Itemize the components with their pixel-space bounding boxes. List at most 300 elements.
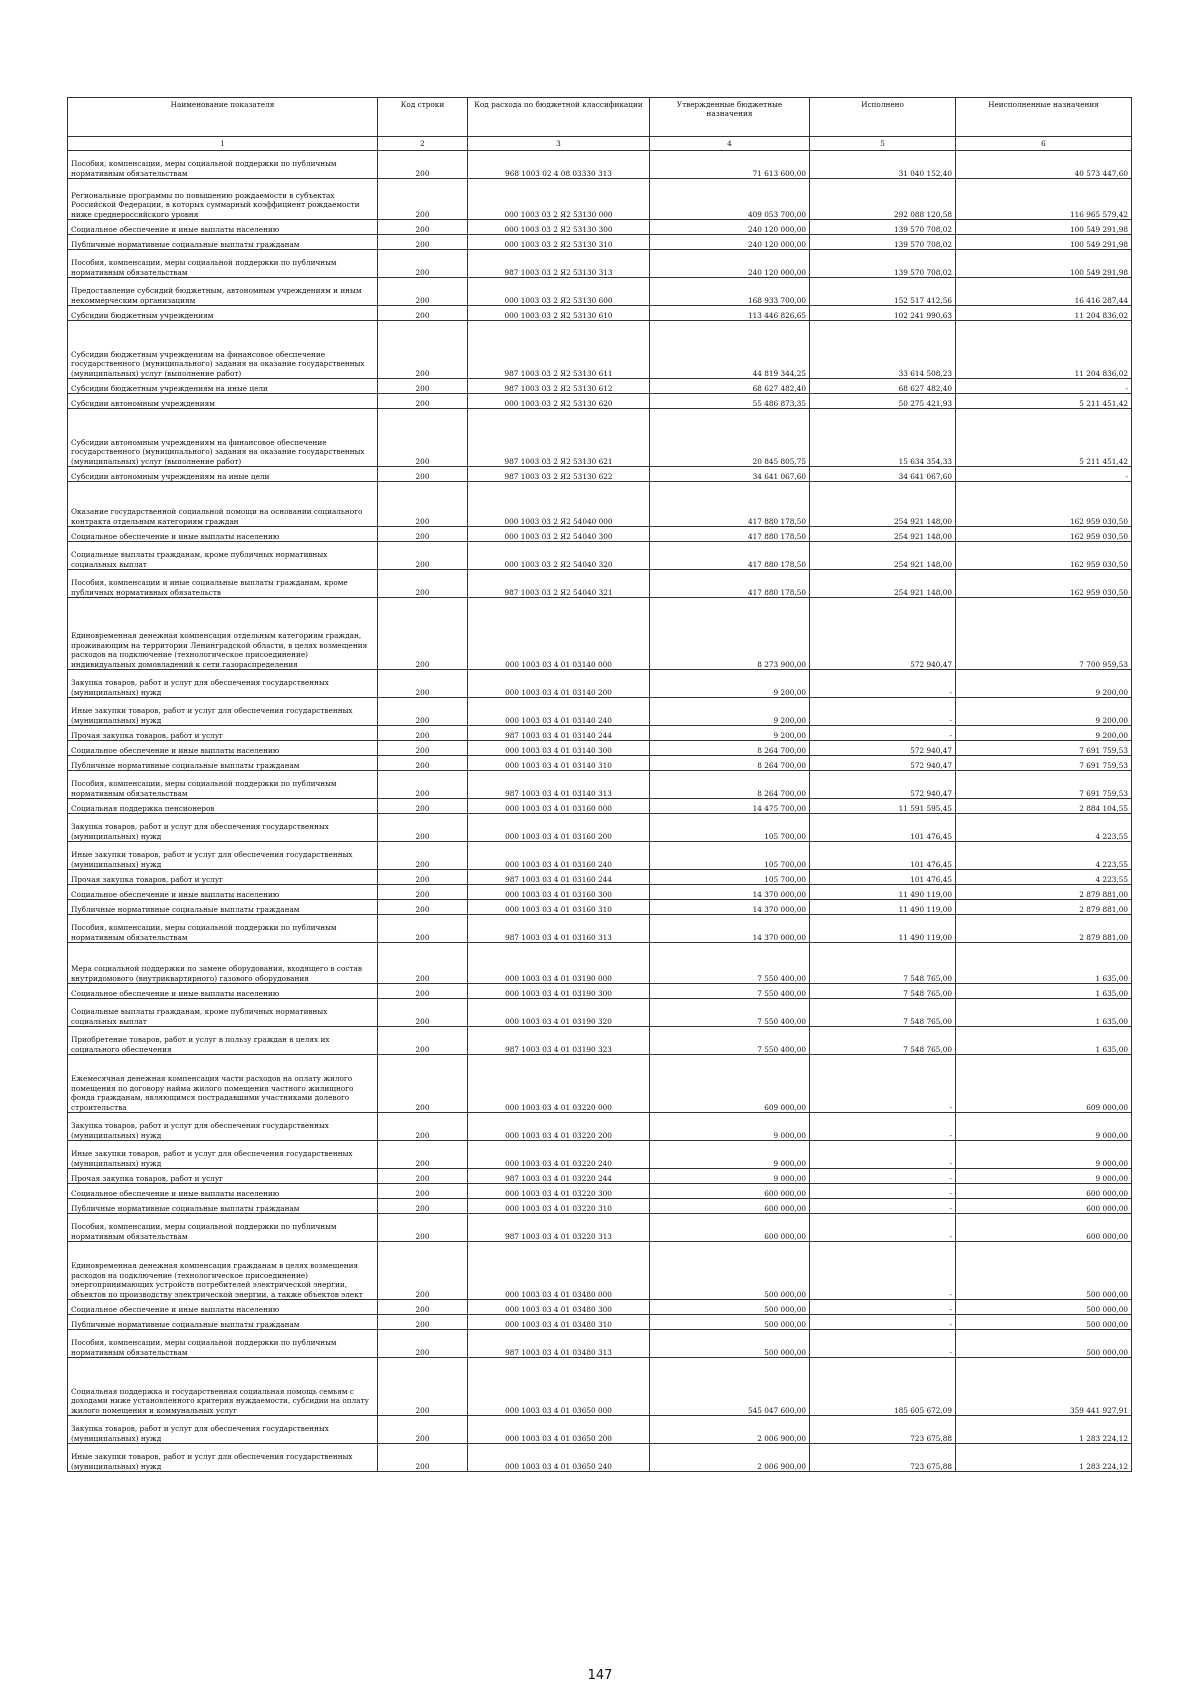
- row-executed: -: [810, 1300, 956, 1315]
- row-executed: 254 921 148,00: [810, 542, 956, 570]
- column-number: 3: [468, 137, 650, 151]
- row-executed: 101 476,45: [810, 814, 956, 842]
- row-classification: 000 1003 03 4 01 03140 000: [468, 598, 650, 670]
- row-executed: 101 476,45: [810, 870, 956, 885]
- row-remaining: 2 884 104,55: [956, 799, 1132, 814]
- row-classification: 000 1003 03 4 01 03650 240: [468, 1444, 650, 1472]
- row-code: 200: [378, 1184, 468, 1199]
- table-row: [68, 915, 1132, 943]
- row-name: Предоставление субсидий бюджетным, автономным учреждениям и иным некоммерческим организациям: [68, 278, 378, 306]
- row-name: Мера социальной поддержки по замене оборудования, входящего в состав внутридомового (внутриквартирного) газового оборудования: [68, 943, 378, 984]
- row-executed: 572 940,47: [810, 741, 956, 756]
- table-row: [68, 1242, 1132, 1300]
- row-classification: 987 1003 03 2 Я2 53130 611: [468, 321, 650, 379]
- table-row: [68, 1315, 1132, 1330]
- row-name: Единовременная денежная компенсация отдельным категориям граждан, проживающим на территории Ленинградской области, в целях возмещения расходов на подключение (технологическое присоединение) индивидуальных домовладений к сети газораспределения: [68, 598, 378, 670]
- row-approved: 500 000,00: [650, 1300, 810, 1315]
- row-remaining: 9 000,00: [956, 1113, 1132, 1141]
- table-row: [68, 278, 1132, 306]
- row-remaining: 5 211 451,42: [956, 409, 1132, 467]
- row-classification: 000 1003 03 4 01 03480 000: [468, 1242, 650, 1300]
- row-name: Социальное обеспечение и иные выплаты населению: [68, 741, 378, 756]
- row-classification: 987 1003 03 4 01 03220 313: [468, 1214, 650, 1242]
- row-executed: 50 275 421,93: [810, 394, 956, 409]
- row-remaining: 2 879 881,00: [956, 885, 1132, 900]
- row-classification: 000 1003 03 4 01 03160 200: [468, 814, 650, 842]
- row-approved: 105 700,00: [650, 870, 810, 885]
- row-code: 200: [378, 698, 468, 726]
- row-code: 200: [378, 799, 468, 814]
- row-approved: 8 264 700,00: [650, 771, 810, 799]
- row-name: Единовременная денежная компенсация гражданам в целях возмещения расходов на подключение (технологическое присоединение) энергопринимающих устройств потребителей электрической энергии, объектов по производству электрической энергии, а также объектов элект: [68, 1242, 378, 1300]
- row-name: Субсидии автономным учреждениям на финансовое обеспечение государственного (муниципального) задания на оказание государственных (муниципальных) услуг (выполнение работ): [68, 409, 378, 467]
- row-approved: 9 000,00: [650, 1141, 810, 1169]
- row-name: Пособия, компенсации, меры социальной поддержки по публичным нормативным обязательствам: [68, 250, 378, 278]
- row-approved: 34 641 067,60: [650, 467, 810, 482]
- header-remaining: Неисполненные назначения: [956, 98, 1132, 137]
- row-remaining: 16 416 287,44: [956, 278, 1132, 306]
- row-name: Пособия, компенсации, меры социальной поддержки по публичным нормативным обязательствам: [68, 1330, 378, 1358]
- row-approved: 2 006 900,00: [650, 1416, 810, 1444]
- row-remaining: 40 573 447,60: [956, 151, 1132, 179]
- row-classification: 968 1003 02 4 08 03330 313: [468, 151, 650, 179]
- row-remaining: 609 000,00: [956, 1055, 1132, 1113]
- row-remaining: 600 000,00: [956, 1214, 1132, 1242]
- row-executed: 139 570 708,02: [810, 235, 956, 250]
- column-number: 1: [68, 137, 378, 151]
- row-executed: 139 570 708,02: [810, 220, 956, 235]
- table-row: [68, 467, 1132, 482]
- row-code: 200: [378, 409, 468, 467]
- row-name: Публичные нормативные социальные выплаты гражданам: [68, 900, 378, 915]
- table-row: [68, 984, 1132, 999]
- row-approved: 2 006 900,00: [650, 1444, 810, 1472]
- row-classification: 000 1003 03 4 01 03190 300: [468, 984, 650, 999]
- row-executed: 185 605 672,09: [810, 1358, 956, 1416]
- row-executed: 11 490 119,00: [810, 915, 956, 943]
- row-approved: 44 819 344,25: [650, 321, 810, 379]
- row-code: 200: [378, 741, 468, 756]
- table-row: [68, 1184, 1132, 1199]
- row-executed: 7 548 765,00: [810, 943, 956, 984]
- row-classification: 000 1003 03 4 01 03160 310: [468, 900, 650, 915]
- row-code: 200: [378, 814, 468, 842]
- row-code: 200: [378, 943, 468, 984]
- row-remaining: 500 000,00: [956, 1330, 1132, 1358]
- row-remaining: 11 204 836,02: [956, 306, 1132, 321]
- row-executed: -: [810, 1330, 956, 1358]
- row-approved: 609 000,00: [650, 1055, 810, 1113]
- row-name: Закупка товаров, работ и услуг для обеспечения государственных (муниципальных) нужд: [68, 1113, 378, 1141]
- row-executed: 7 548 765,00: [810, 1027, 956, 1055]
- row-classification: 000 1003 03 4 01 03160 240: [468, 842, 650, 870]
- row-approved: 500 000,00: [650, 1315, 810, 1330]
- row-classification: 000 1003 03 4 01 03220 300: [468, 1184, 650, 1199]
- row-code: 200: [378, 235, 468, 250]
- table-row: [68, 1199, 1132, 1214]
- row-name: Социальная поддержка и государственная социальная помощь семьям с доходами ниже установленного критерия нуждаемости, субсидии на оплату жилого помещения и коммунальных услуг: [68, 1358, 378, 1416]
- table-row: [68, 943, 1132, 984]
- row-classification: 000 1003 03 2 Я2 53130 600: [468, 278, 650, 306]
- table-row: [68, 482, 1132, 527]
- row-approved: 500 000,00: [650, 1242, 810, 1300]
- row-code: 200: [378, 726, 468, 741]
- row-remaining: 500 000,00: [956, 1315, 1132, 1330]
- row-remaining: 4 223,55: [956, 842, 1132, 870]
- row-code: 200: [378, 756, 468, 771]
- row-approved: 240 120 000,00: [650, 235, 810, 250]
- row-classification: 000 1003 03 4 01 03190 320: [468, 999, 650, 1027]
- column-number: 5: [810, 137, 956, 151]
- table-row: [68, 1169, 1132, 1184]
- row-approved: 8 264 700,00: [650, 741, 810, 756]
- row-executed: 254 921 148,00: [810, 527, 956, 542]
- row-executed: 34 641 067,60: [810, 467, 956, 482]
- row-approved: 417 880 178,50: [650, 527, 810, 542]
- row-code: 200: [378, 527, 468, 542]
- row-executed: -: [810, 1242, 956, 1300]
- row-executed: 723 675,88: [810, 1416, 956, 1444]
- row-classification: 000 1003 03 2 Я2 54040 320: [468, 542, 650, 570]
- table-row: [68, 1113, 1132, 1141]
- row-name: Иные закупки товаров, работ и услуг для обеспечения государственных (муниципальных) нужд: [68, 698, 378, 726]
- row-executed: 723 675,88: [810, 1444, 956, 1472]
- row-name: Социальное обеспечение и иные выплаты населению: [68, 984, 378, 999]
- row-code: 200: [378, 542, 468, 570]
- row-classification: 000 1003 03 4 01 03220 200: [468, 1113, 650, 1141]
- row-approved: 105 700,00: [650, 814, 810, 842]
- row-code: 200: [378, 670, 468, 698]
- row-classification: 987 1003 03 4 01 03140 244: [468, 726, 650, 741]
- row-approved: 68 627 482,40: [650, 379, 810, 394]
- row-classification: 987 1003 03 4 01 03140 313: [468, 771, 650, 799]
- row-approved: 417 880 178,50: [650, 570, 810, 598]
- row-name: Субсидии автономным учреждениям: [68, 394, 378, 409]
- row-name: Публичные нормативные социальные выплаты гражданам: [68, 756, 378, 771]
- row-remaining: 162 959 030,50: [956, 570, 1132, 598]
- row-code: 200: [378, 885, 468, 900]
- header-budget-classification: Код расхода по бюджетной классификации: [468, 98, 650, 137]
- row-classification: 000 1003 03 4 01 03650 200: [468, 1416, 650, 1444]
- row-approved: 9 200,00: [650, 726, 810, 741]
- table-row: [68, 900, 1132, 915]
- row-remaining: 1 635,00: [956, 999, 1132, 1027]
- row-classification: 000 1003 03 2 Я2 53130 620: [468, 394, 650, 409]
- row-executed: 254 921 148,00: [810, 482, 956, 527]
- row-classification: 000 1003 03 4 01 03140 200: [468, 670, 650, 698]
- row-executed: 139 570 708,02: [810, 250, 956, 278]
- row-executed: -: [810, 1315, 956, 1330]
- row-remaining: 1 635,00: [956, 1027, 1132, 1055]
- row-classification: 987 1003 03 4 01 03160 313: [468, 915, 650, 943]
- row-executed: 11 490 119,00: [810, 900, 956, 915]
- row-approved: 7 550 400,00: [650, 984, 810, 999]
- row-classification: 000 1003 03 2 Я2 54040 300: [468, 527, 650, 542]
- row-code: 200: [378, 1315, 468, 1330]
- row-name: Субсидии бюджетным учреждениям на финансовое обеспечение государственного (муниципального) задания на оказание государственных (муниципальных) услуг (выполнение работ): [68, 321, 378, 379]
- row-remaining: -: [956, 467, 1132, 482]
- row-approved: 8 264 700,00: [650, 756, 810, 771]
- row-classification: 000 1003 03 4 01 03140 310: [468, 756, 650, 771]
- row-classification: 000 1003 03 4 01 03220 240: [468, 1141, 650, 1169]
- row-classification: 987 1003 03 4 01 03220 244: [468, 1169, 650, 1184]
- row-code: 200: [378, 1416, 468, 1444]
- row-executed: 11 591 595,45: [810, 799, 956, 814]
- row-approved: 55 486 873,35: [650, 394, 810, 409]
- row-classification: 987 1003 03 4 01 03480 313: [468, 1330, 650, 1358]
- table-row: [68, 235, 1132, 250]
- row-name: Социальное обеспечение и иные выплаты населению: [68, 527, 378, 542]
- row-code: 200: [378, 870, 468, 885]
- row-code: 200: [378, 1242, 468, 1300]
- row-remaining: 162 959 030,50: [956, 482, 1132, 527]
- table-row: [68, 1330, 1132, 1358]
- row-executed: -: [810, 698, 956, 726]
- row-code: 200: [378, 220, 468, 235]
- row-approved: 71 613 600,00: [650, 151, 810, 179]
- row-remaining: 7 691 759,53: [956, 756, 1132, 771]
- table-row: [68, 814, 1132, 842]
- row-remaining: 600 000,00: [956, 1184, 1132, 1199]
- row-name: Приобретение товаров, работ и услуг в пользу граждан в целях их социального обеспечения: [68, 1027, 378, 1055]
- row-executed: 7 548 765,00: [810, 999, 956, 1027]
- row-code: 200: [378, 151, 468, 179]
- table-row: [68, 321, 1132, 379]
- row-remaining: 2 879 881,00: [956, 900, 1132, 915]
- table-row: [68, 1055, 1132, 1113]
- table-row: [68, 250, 1132, 278]
- table-row: [68, 379, 1132, 394]
- row-remaining: 9 000,00: [956, 1141, 1132, 1169]
- row-remaining: 5 211 451,42: [956, 394, 1132, 409]
- row-classification: 987 1003 03 2 Я2 53130 313: [468, 250, 650, 278]
- row-classification: 000 1003 03 2 Я2 53130 000: [468, 179, 650, 220]
- row-name: Иные закупки товаров, работ и услуг для обеспечения государственных (муниципальных) нужд: [68, 842, 378, 870]
- row-code: 200: [378, 1330, 468, 1358]
- row-approved: 105 700,00: [650, 842, 810, 870]
- row-executed: -: [810, 670, 956, 698]
- row-remaining: 4 223,55: [956, 870, 1132, 885]
- row-code: 200: [378, 306, 468, 321]
- row-remaining: 162 959 030,50: [956, 527, 1132, 542]
- row-code: 200: [378, 1214, 468, 1242]
- row-approved: 9 000,00: [650, 1113, 810, 1141]
- row-name: Пособия, компенсации, меры социальной поддержки по публичным нормативным обязательствам: [68, 771, 378, 799]
- row-approved: 7 550 400,00: [650, 1027, 810, 1055]
- row-classification: 000 1003 03 4 01 03160 300: [468, 885, 650, 900]
- row-executed: 102 241 990,63: [810, 306, 956, 321]
- row-code: 200: [378, 842, 468, 870]
- row-name: Субсидии бюджетным учреждениям на иные цели: [68, 379, 378, 394]
- row-executed: 11 490 119,00: [810, 885, 956, 900]
- row-approved: 7 550 400,00: [650, 943, 810, 984]
- budget-execution-table: [67, 97, 1132, 1472]
- row-approved: 240 120 000,00: [650, 250, 810, 278]
- row-name: Пособия, компенсации, меры социальной поддержки по публичным нормативным обязательствам: [68, 915, 378, 943]
- row-name: Прочая закупка товаров, работ и услуг: [68, 1169, 378, 1184]
- row-name: Социальные выплаты гражданам, кроме публичных нормативных социальных выплат: [68, 999, 378, 1027]
- row-classification: 000 1003 03 2 Я2 53130 310: [468, 235, 650, 250]
- row-executed: 254 921 148,00: [810, 570, 956, 598]
- row-remaining: 359 441 927,91: [956, 1358, 1132, 1416]
- row-code: 200: [378, 915, 468, 943]
- row-remaining: 1 283 224,12: [956, 1416, 1132, 1444]
- row-name: Субсидии бюджетным учреждениям: [68, 306, 378, 321]
- row-remaining: -: [956, 379, 1132, 394]
- row-executed: 572 940,47: [810, 771, 956, 799]
- header-approved: Утвержденные бюджетные назначения: [650, 98, 810, 137]
- row-classification: 000 1003 03 4 01 03220 310: [468, 1199, 650, 1214]
- row-name: Иные закупки товаров, работ и услуг для обеспечения государственных (муниципальных) нужд: [68, 1444, 378, 1472]
- row-name: Региональные программы по повышению рождаемости в субъектах Российской Федерации, в которых суммарный коэффициент рождаемости ниже среднероссийского уровня: [68, 179, 378, 220]
- row-name: Социальное обеспечение и иные выплаты населению: [68, 220, 378, 235]
- row-code: 200: [378, 1358, 468, 1416]
- row-name: Пособия, компенсации, меры социальной поддержки по публичным нормативным обязательствам: [68, 151, 378, 179]
- row-name: Закупка товаров, работ и услуг для обеспечения государственных (муниципальных) нужд: [68, 1416, 378, 1444]
- row-code: 200: [378, 394, 468, 409]
- table-row: [68, 870, 1132, 885]
- row-classification: 000 1003 03 2 Я2 53130 610: [468, 306, 650, 321]
- row-code: 200: [378, 1169, 468, 1184]
- row-classification: 000 1003 03 4 01 03220 000: [468, 1055, 650, 1113]
- row-remaining: 162 959 030,50: [956, 542, 1132, 570]
- table-row: [68, 1358, 1132, 1416]
- table-row: [68, 542, 1132, 570]
- row-code: 200: [378, 482, 468, 527]
- row-classification: 000 1003 03 2 Я2 53130 300: [468, 220, 650, 235]
- row-code: 200: [378, 1444, 468, 1472]
- row-executed: 33 614 508,23: [810, 321, 956, 379]
- row-name: Публичные нормативные социальные выплаты гражданам: [68, 235, 378, 250]
- row-code: 200: [378, 1300, 468, 1315]
- row-remaining: 7 691 759,53: [956, 771, 1132, 799]
- row-remaining: 100 549 291,98: [956, 235, 1132, 250]
- row-name: Закупка товаров, работ и услуг для обеспечения государственных (муниципальных) нужд: [68, 670, 378, 698]
- table-row: [68, 306, 1132, 321]
- table-row: [68, 1027, 1132, 1055]
- row-approved: 9 000,00: [650, 1169, 810, 1184]
- row-approved: 545 047 600,00: [650, 1358, 810, 1416]
- row-remaining: 500 000,00: [956, 1300, 1132, 1315]
- row-classification: 987 1003 03 2 Я2 54040 321: [468, 570, 650, 598]
- row-approved: 9 200,00: [650, 698, 810, 726]
- table-row: [68, 1141, 1132, 1169]
- table-row: [68, 1300, 1132, 1315]
- row-executed: -: [810, 1055, 956, 1113]
- row-classification: 000 1003 03 4 01 03140 300: [468, 741, 650, 756]
- row-name: Оказание государственной социальной помощи на основании социального контракта отдельным категориям граждан: [68, 482, 378, 527]
- row-code: 200: [378, 771, 468, 799]
- row-classification: 000 1003 03 4 01 03190 000: [468, 943, 650, 984]
- row-classification: 000 1003 03 4 01 03480 300: [468, 1300, 650, 1315]
- row-remaining: 9 200,00: [956, 726, 1132, 741]
- row-executed: 15 634 354,33: [810, 409, 956, 467]
- table-row: [68, 999, 1132, 1027]
- table-row: [68, 771, 1132, 799]
- row-code: 200: [378, 1113, 468, 1141]
- row-name: Социальное обеспечение и иные выплаты населению: [68, 885, 378, 900]
- row-code: 200: [378, 278, 468, 306]
- row-classification: 000 1003 03 4 01 03140 240: [468, 698, 650, 726]
- row-executed: 152 517 412,56: [810, 278, 956, 306]
- table-row: [68, 394, 1132, 409]
- row-remaining: 2 879 881,00: [956, 915, 1132, 943]
- row-code: 200: [378, 1055, 468, 1113]
- row-code: 200: [378, 984, 468, 999]
- row-executed: -: [810, 1113, 956, 1141]
- row-remaining: 100 549 291,98: [956, 220, 1132, 235]
- row-classification: 000 1003 03 4 01 03160 000: [468, 799, 650, 814]
- table-row: [68, 885, 1132, 900]
- row-code: 200: [378, 179, 468, 220]
- column-number-row: [68, 137, 1132, 151]
- table-row: [68, 151, 1132, 179]
- row-name: Социальное обеспечение и иные выплаты населению: [68, 1300, 378, 1315]
- row-name: Социальные выплаты гражданам, кроме публичных нормативных социальных выплат: [68, 542, 378, 570]
- table-row: [68, 799, 1132, 814]
- column-number: 2: [378, 137, 468, 151]
- table-row: [68, 726, 1132, 741]
- row-name: Иные закупки товаров, работ и услуг для обеспечения государственных (муниципальных) нужд: [68, 1141, 378, 1169]
- table-row: [68, 1416, 1132, 1444]
- row-executed: -: [810, 1141, 956, 1169]
- row-classification: 000 1003 03 2 Я2 54040 000: [468, 482, 650, 527]
- row-name: Публичные нормативные социальные выплаты гражданам: [68, 1199, 378, 1214]
- row-classification: 987 1003 03 2 Я2 53130 612: [468, 379, 650, 394]
- column-number: 6: [956, 137, 1132, 151]
- table-row: [68, 670, 1132, 698]
- table-row: [68, 220, 1132, 235]
- row-remaining: 7 700 959,53: [956, 598, 1132, 670]
- row-approved: 8 273 900,00: [650, 598, 810, 670]
- row-classification: 987 1003 03 4 01 03190 323: [468, 1027, 650, 1055]
- row-classification: 987 1003 03 4 01 03160 244: [468, 870, 650, 885]
- row-remaining: 4 223,55: [956, 814, 1132, 842]
- row-remaining: 1 635,00: [956, 943, 1132, 984]
- header-row-code: Код строки: [378, 98, 468, 137]
- row-executed: 7 548 765,00: [810, 984, 956, 999]
- row-approved: 14 475 700,00: [650, 799, 810, 814]
- row-executed: -: [810, 1184, 956, 1199]
- row-approved: 14 370 000,00: [650, 900, 810, 915]
- row-code: 200: [378, 1027, 468, 1055]
- row-executed: 101 476,45: [810, 842, 956, 870]
- row-approved: 600 000,00: [650, 1184, 810, 1199]
- row-executed: 292 088 120,58: [810, 179, 956, 220]
- row-name: Социальная поддержка пенсионеров: [68, 799, 378, 814]
- row-executed: 572 940,47: [810, 756, 956, 771]
- row-approved: 113 446 826,65: [650, 306, 810, 321]
- row-approved: 409 053 700,00: [650, 179, 810, 220]
- row-classification: 000 1003 03 4 01 03650 000: [468, 1358, 650, 1416]
- row-code: 200: [378, 1141, 468, 1169]
- row-executed: -: [810, 726, 956, 741]
- row-remaining: 600 000,00: [956, 1199, 1132, 1214]
- row-code: 200: [378, 467, 468, 482]
- row-executed: 31 040 152,40: [810, 151, 956, 179]
- row-remaining: 500 000,00: [956, 1242, 1132, 1300]
- row-remaining: 9 200,00: [956, 670, 1132, 698]
- row-code: 200: [378, 570, 468, 598]
- row-name: Закупка товаров, работ и услуг для обеспечения государственных (муниципальных) нужд: [68, 814, 378, 842]
- row-approved: 20 845 805,75: [650, 409, 810, 467]
- row-approved: 417 880 178,50: [650, 482, 810, 527]
- row-code: 200: [378, 1199, 468, 1214]
- row-executed: -: [810, 1199, 956, 1214]
- table-row: [68, 756, 1132, 771]
- row-executed: -: [810, 1214, 956, 1242]
- table-row: [68, 842, 1132, 870]
